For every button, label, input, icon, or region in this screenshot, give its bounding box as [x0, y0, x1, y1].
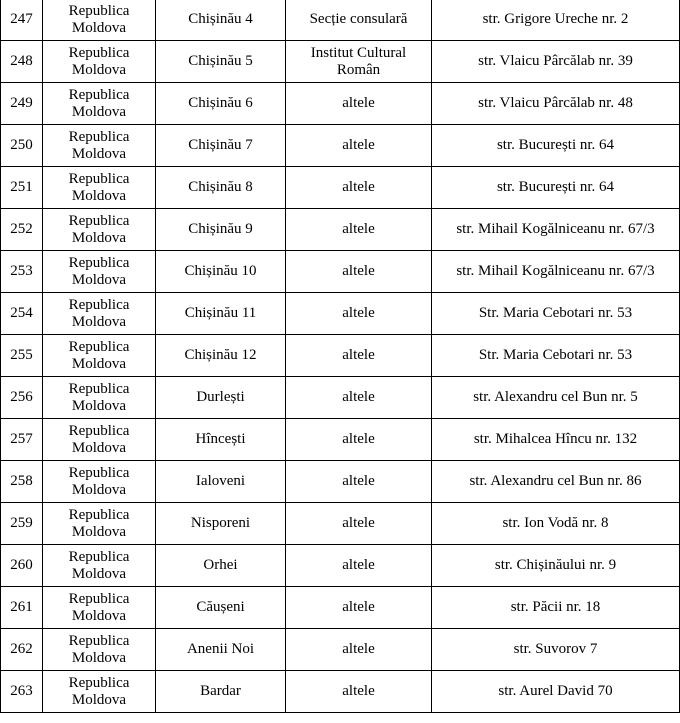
row-number: 259	[1, 503, 43, 545]
type-cell: altele	[286, 671, 432, 713]
table-row	[1, 167, 680, 209]
city-cell: Hîncești	[156, 419, 286, 461]
country-cell: Republica Moldova	[43, 545, 156, 587]
row-number: 255	[1, 335, 43, 377]
row-number: 250	[1, 125, 43, 167]
table-row	[1, 419, 680, 461]
table-row	[1, 503, 680, 545]
type-cell: altele	[286, 83, 432, 125]
country-cell: Republica Moldova	[43, 377, 156, 419]
row-number: 263	[1, 671, 43, 713]
row-number: 251	[1, 167, 43, 209]
row-number: 258	[1, 461, 43, 503]
city-cell: Chișinău 8	[156, 167, 286, 209]
type-cell: Secție consulară	[286, 0, 432, 41]
type-cell: altele	[286, 377, 432, 419]
city-cell: Chișinău 12	[156, 335, 286, 377]
type-cell: altele	[286, 335, 432, 377]
country-cell: Republica Moldova	[43, 125, 156, 167]
address-cell: str. Vlaicu Pârcălab nr. 39	[432, 41, 680, 83]
address-cell: str. Mihalcea Hîncu nr. 132	[432, 419, 680, 461]
table-row	[1, 0, 680, 41]
city-cell: Chișinău 5	[156, 41, 286, 83]
table-row	[1, 83, 680, 125]
table-row	[1, 587, 680, 629]
table-row	[1, 41, 680, 83]
address-cell: str. Păcii nr. 18	[432, 587, 680, 629]
city-cell: Bardar	[156, 671, 286, 713]
country-cell: Republica Moldova	[43, 335, 156, 377]
table-body	[1, 0, 680, 713]
row-number: 254	[1, 293, 43, 335]
type-cell: altele	[286, 419, 432, 461]
city-cell: Chișinău 9	[156, 209, 286, 251]
country-cell: Republica Moldova	[43, 251, 156, 293]
address-cell: str. Grigore Ureche nr. 2	[432, 0, 680, 41]
address-cell: str. Aurel David 70	[432, 671, 680, 713]
address-cell: str. Ion Vodă nr. 8	[432, 503, 680, 545]
type-cell: altele	[286, 587, 432, 629]
table-row	[1, 671, 680, 713]
table-row	[1, 293, 680, 335]
country-cell: Republica Moldova	[43, 83, 156, 125]
row-number: 252	[1, 209, 43, 251]
table-row	[1, 251, 680, 293]
row-number: 248	[1, 41, 43, 83]
table-row	[1, 125, 680, 167]
type-cell: altele	[286, 629, 432, 671]
city-cell: Durlești	[156, 377, 286, 419]
row-number: 257	[1, 419, 43, 461]
table-row	[1, 629, 680, 671]
country-cell: Republica Moldova	[43, 419, 156, 461]
address-cell: str. Alexandru cel Bun nr. 86	[432, 461, 680, 503]
city-cell: Orhei	[156, 545, 286, 587]
address-cell: str. București nr. 64	[432, 167, 680, 209]
type-cell: altele	[286, 461, 432, 503]
city-cell: Ialoveni	[156, 461, 286, 503]
address-cell: str. Mihail Kogălniceanu nr. 67/3	[432, 251, 680, 293]
city-cell: Chișinău 6	[156, 83, 286, 125]
address-cell: Str. Maria Cebotari nr. 53	[432, 293, 680, 335]
row-number: 253	[1, 251, 43, 293]
city-cell: Chișinău 4	[156, 0, 286, 41]
row-number: 261	[1, 587, 43, 629]
country-cell: Republica Moldova	[43, 209, 156, 251]
type-cell: altele	[286, 293, 432, 335]
address-cell: str. Suvorov 7	[432, 629, 680, 671]
row-number: 256	[1, 377, 43, 419]
row-number: 260	[1, 545, 43, 587]
country-cell: Republica Moldova	[43, 629, 156, 671]
country-cell: Republica Moldova	[43, 41, 156, 83]
city-cell: Chișinău 11	[156, 293, 286, 335]
address-cell: Str. Maria Cebotari nr. 53	[432, 335, 680, 377]
table-row	[1, 545, 680, 587]
type-cell: altele	[286, 125, 432, 167]
country-cell: Republica Moldova	[43, 0, 156, 41]
table-row	[1, 377, 680, 419]
type-cell: altele	[286, 503, 432, 545]
country-cell: Republica Moldova	[43, 503, 156, 545]
address-cell: str. Vlaicu Pârcălab nr. 48	[432, 83, 680, 125]
city-cell: Anenii Noi	[156, 629, 286, 671]
country-cell: Republica Moldova	[43, 167, 156, 209]
country-cell: Republica Moldova	[43, 671, 156, 713]
type-cell: altele	[286, 251, 432, 293]
row-number: 247	[1, 0, 43, 41]
country-cell: Republica Moldova	[43, 293, 156, 335]
city-cell: Chișinău 7	[156, 125, 286, 167]
type-cell: Institut Cultural Român	[286, 41, 432, 83]
address-cell: str. București nr. 64	[432, 125, 680, 167]
row-number: 249	[1, 83, 43, 125]
table-row	[1, 335, 680, 377]
country-cell: Republica Moldova	[43, 461, 156, 503]
address-cell: str. Mihail Kogălniceanu nr. 67/3	[432, 209, 680, 251]
city-cell: Chișinău 10	[156, 251, 286, 293]
address-cell: str. Chișinăului nr. 9	[432, 545, 680, 587]
type-cell: altele	[286, 209, 432, 251]
type-cell: altele	[286, 167, 432, 209]
type-cell: altele	[286, 545, 432, 587]
country-cell: Republica Moldova	[43, 587, 156, 629]
city-cell: Nisporeni	[156, 503, 286, 545]
address-cell: str. Alexandru cel Bun nr. 5	[432, 377, 680, 419]
table-row	[1, 209, 680, 251]
city-cell: Căușeni	[156, 587, 286, 629]
row-number: 262	[1, 629, 43, 671]
table-row	[1, 461, 680, 503]
